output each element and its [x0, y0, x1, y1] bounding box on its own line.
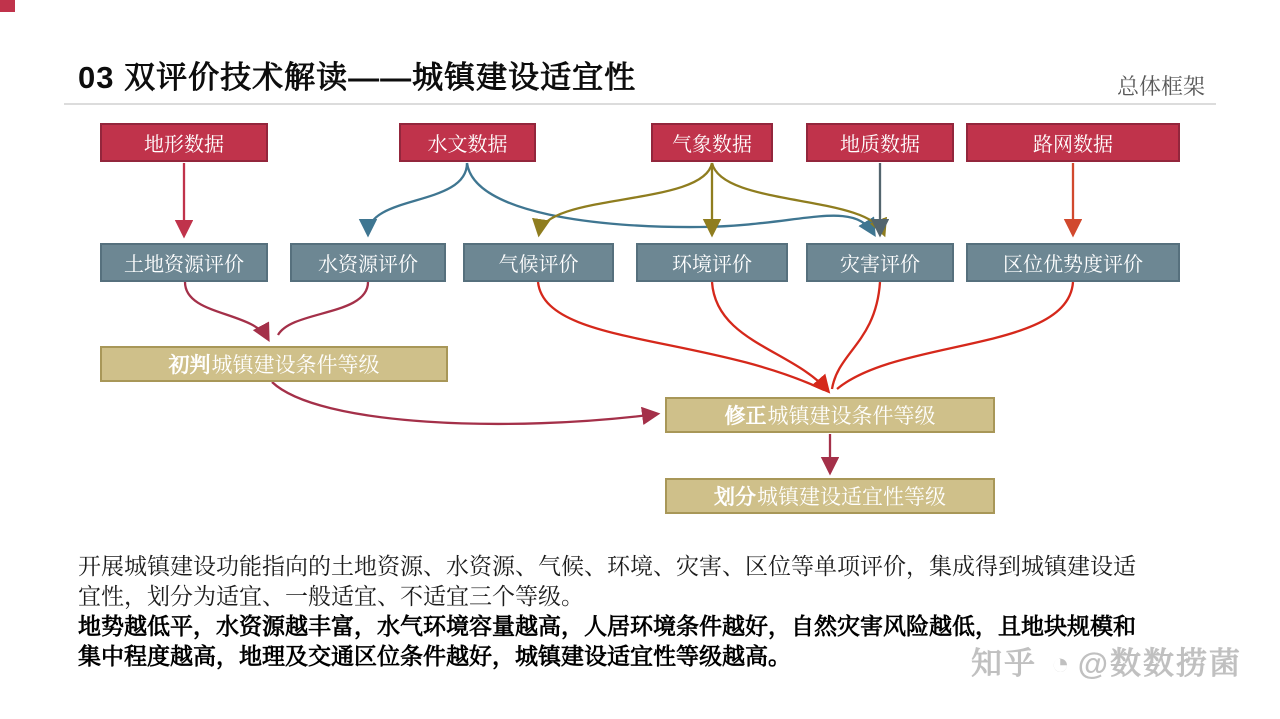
- eval-box-climate: 气候评价: [463, 243, 614, 282]
- arrow-hydrology-to-water: [368, 163, 467, 234]
- header-divider: [64, 103, 1216, 105]
- arrow-environment-to-revised: [712, 282, 828, 391]
- watermark-site: 知乎: [971, 646, 1038, 681]
- zhihu-logo-icon: ◔: [1051, 646, 1072, 681]
- section-label: 总体框架: [1116, 74, 1205, 99]
- result-initial-prefix: 初判: [168, 354, 211, 377]
- page-title: 03 双评价技术解读——城镇建设适宜性: [78, 60, 637, 95]
- result-box-initial-grade: [100, 346, 448, 382]
- data-box-geology: 地质数据: [806, 123, 954, 162]
- result-final-rest: 城镇建设适宜性等级: [757, 486, 946, 509]
- data-box-meteorology: 气象数据: [651, 123, 773, 162]
- arrow-location-to-revised: [837, 282, 1073, 389]
- arrow-hydrology-to-disaster: [467, 163, 874, 234]
- arrow-land-to-initial: [185, 282, 268, 339]
- result-revised-prefix: 修正: [724, 405, 767, 428]
- watermark-account: @数数捞菌: [1077, 646, 1242, 681]
- eval-box-disaster: 灾害评价: [806, 243, 954, 282]
- data-box-hydrology: 水文数据: [399, 123, 536, 162]
- result-box-revised-grade: [665, 397, 995, 433]
- result-initial-rest: 城镇建设条件等级: [211, 354, 380, 377]
- arrow-water-to-initial: [278, 282, 368, 335]
- slide-corner-mark: [0, 0, 15, 12]
- result-revised-rest: 城镇建设条件等级: [767, 405, 936, 428]
- data-box-road-network: 路网数据: [966, 123, 1180, 162]
- result-box-final-grade: [665, 478, 995, 514]
- arrow-meteorology-to-climate: [539, 163, 712, 234]
- eval-box-water-resources: 水资源评价: [290, 243, 446, 282]
- arrow-disaster-to-revised: [832, 282, 880, 389]
- result-final-prefix: 划分: [714, 486, 756, 509]
- zhihu-watermark: [971, 638, 1242, 683]
- description-line-3: 地势越低平，水资源越丰富，水气环境容量越高，人居环境条件越好，自然灾害风险越低，且地块规模和: [78, 613, 1136, 639]
- description-line-4: 集中程度越高，地理及交通区位条件越好，城镇建设适宜性等级越高。: [78, 643, 791, 669]
- eval-box-environment: 环境评价: [636, 243, 788, 282]
- arrow-climate-to-revised: [538, 282, 824, 390]
- eval-box-land-resources: 土地资源评价: [100, 243, 268, 282]
- data-box-terrain: 地形数据: [100, 123, 268, 162]
- description-line-1: 开展城镇建设功能指向的土地资源、水资源、气候、环境、灾害、区位等单项评价，集成得到城镇建设适: [78, 553, 1136, 579]
- description-line-2: 宜性，划分为适宜、一般适宜、不适宜三个等级。: [78, 583, 584, 609]
- arrow-meteorology-to-disaster: [712, 163, 884, 234]
- eval-box-location-advantage: 区位优势度评价: [966, 243, 1180, 282]
- arrow-initial-to-revised: [272, 382, 657, 424]
